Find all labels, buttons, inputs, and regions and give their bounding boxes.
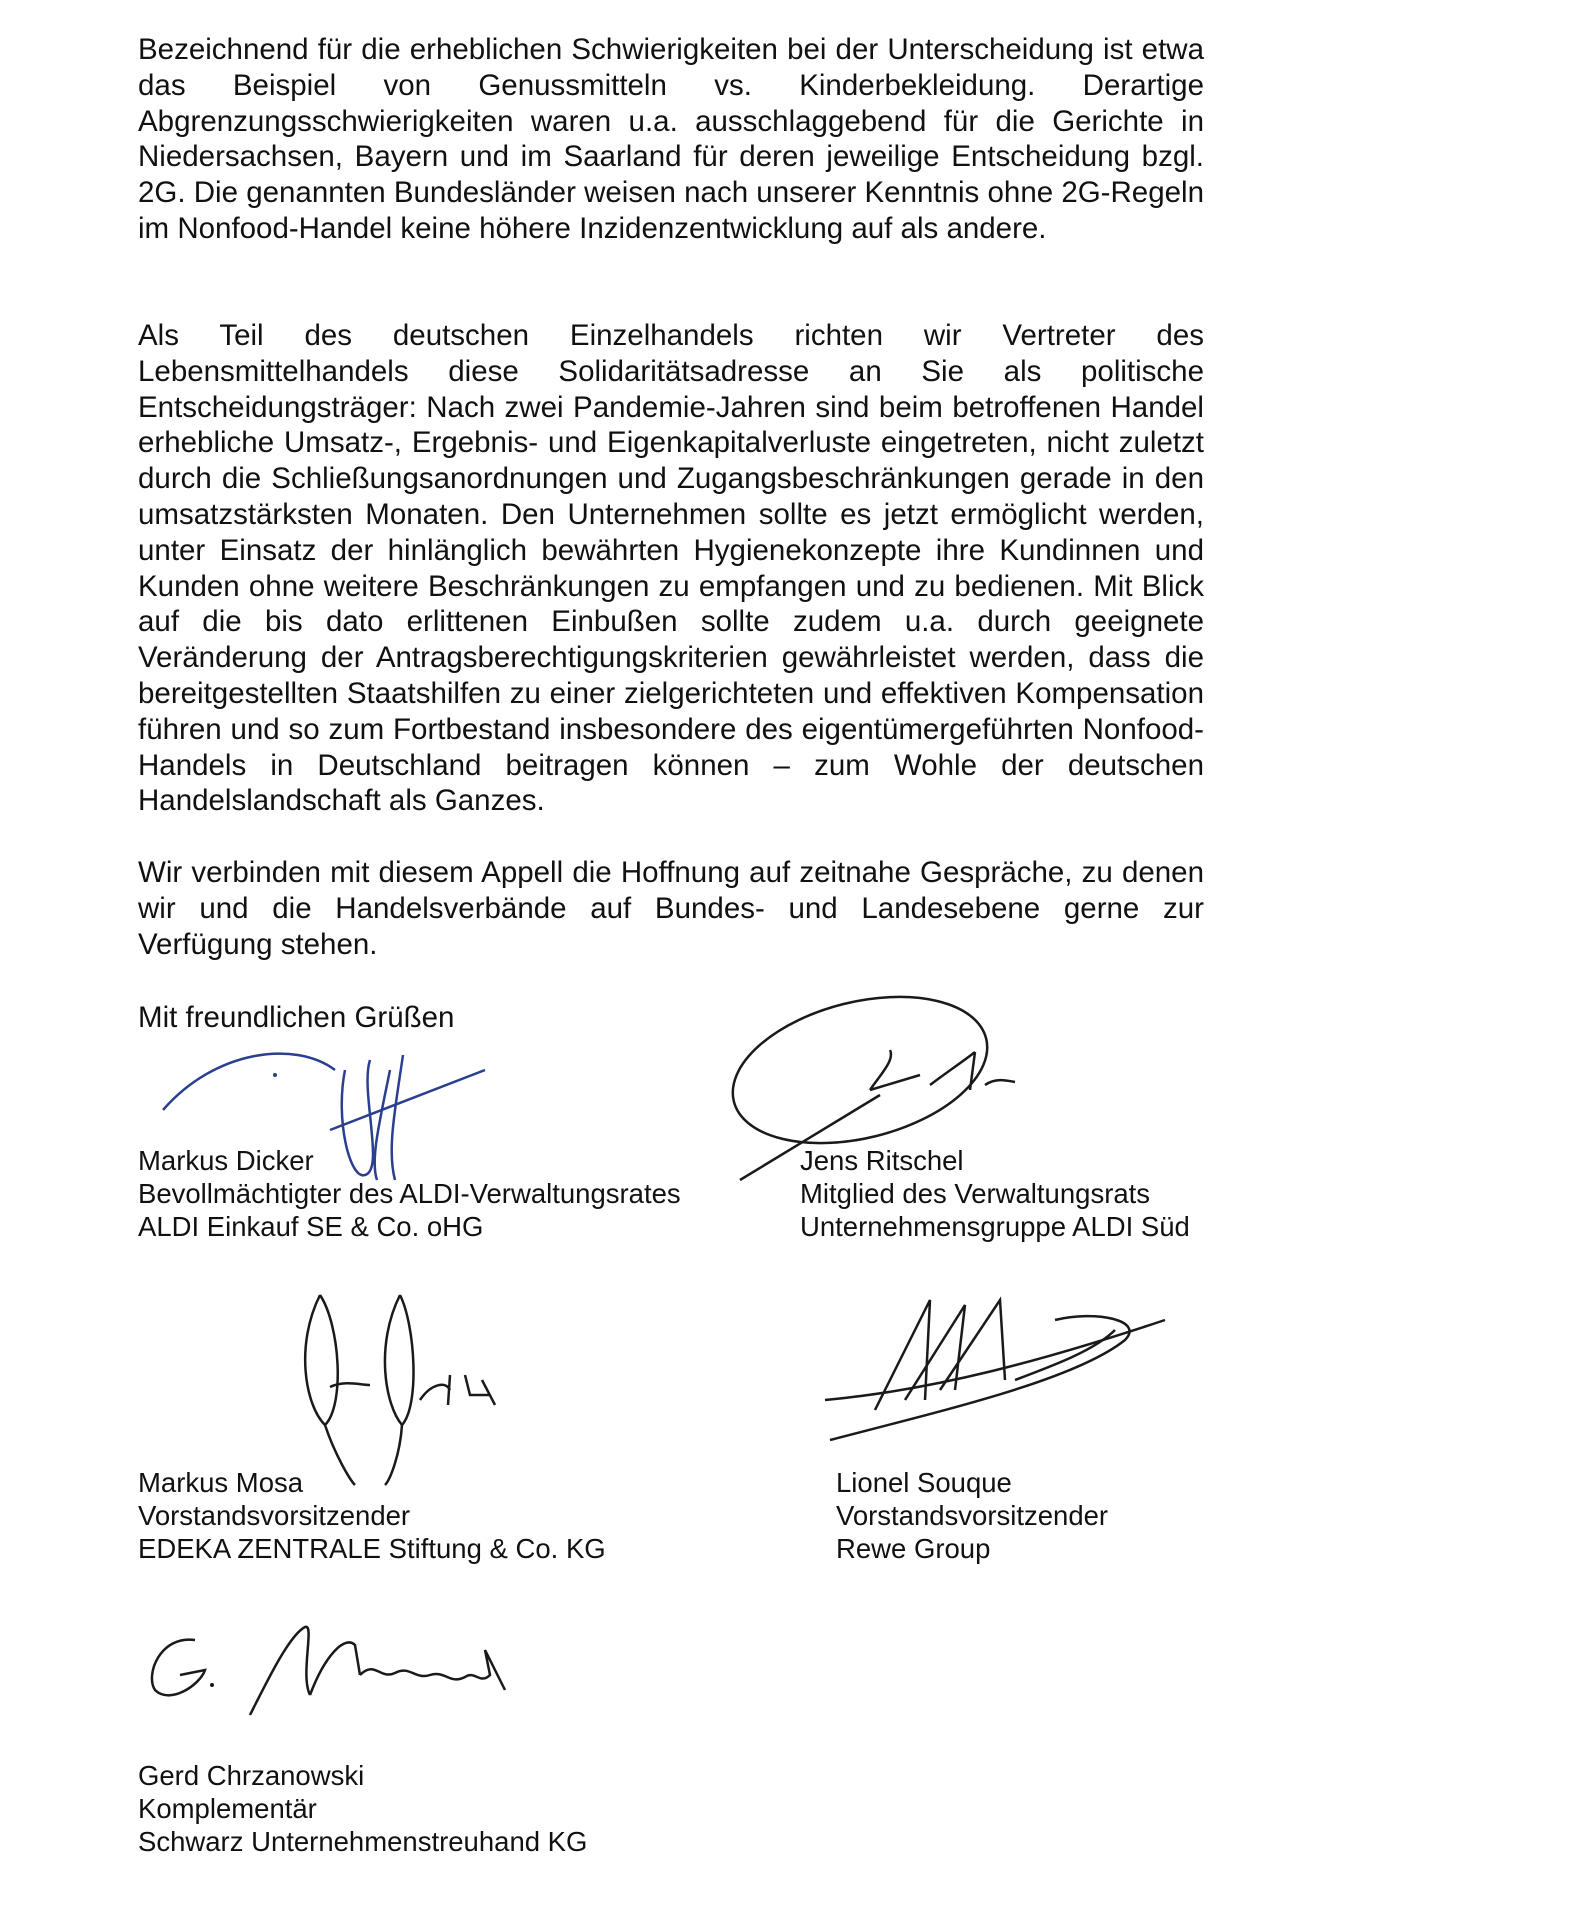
signature-lionel-souque <box>815 1280 1175 1450</box>
signatory-name: Markus Mosa <box>138 1467 304 1498</box>
paragraph-differentiation: Bezeichnend für die erheblichen Schwierigkeiten bei der Unterscheidung ist etwa das Beispiel von Genussmitteln vs. Kinderbekleidung. Derartige Abgrenzungsschwierigkeiten waren u.a. ausschlaggebend für die Gerichte in Niedersachsen, Bayern und im Saarland für deren jeweilige Entscheidung bzgl. 2G. Die genannten Bundesländer weisen nach unserer Kenntnis ohne 2G-Regeln im Nonfood-Handel keine höhere Inzidenzentwicklung auf als andere. <box>138 33 1204 245</box>
signature-gerd-chrzanowski <box>140 1615 520 1735</box>
signatory-block-souque <box>836 1466 1108 1565</box>
paragraph-appeal: Wir verbinden mit diesem Appell die Hoffnung auf zeitnahe Gespräche, zu denen wir und die Handelsverbände auf Bundes- und Landesebene gerne zur Verfügung stehen. <box>138 856 1204 961</box>
signatory-block-ritschel <box>800 1144 1190 1243</box>
signatory-title: Vorstandsvorsitzender <box>836 1500 1109 1531</box>
signatory-title: Komplementär <box>138 1793 317 1824</box>
signatory-name: Jens Ritschel <box>800 1145 964 1176</box>
signatory-block-dicker <box>138 1144 681 1243</box>
signatory-organization: Unternehmensgruppe ALDI Süd <box>800 1211 1190 1242</box>
signatory-organization: Schwarz Unternehmenstreuhand KG <box>138 1826 588 1857</box>
closing-greeting: Mit freundlichen Grüßen <box>138 1001 455 1034</box>
signature-markus-mosa <box>290 1285 510 1495</box>
signatory-organization: ALDI Einkauf SE & Co. oHG <box>138 1211 484 1242</box>
signatory-block-chrzanowski <box>138 1759 587 1858</box>
signatory-organization: EDEKA ZENTRALE Stiftung & Co. KG <box>138 1533 606 1564</box>
paragraph-solidarity-address: Als Teil des deutschen Einzelhandels richten wir Vertreter des Lebensmittelhandels diese Solidaritätsadresse an Sie als politische Entscheidungsträger: Nach zwei Pandemie-Jahren sind beim betroffenen Handel erhebliche Umsatz-, Ergebnis- und Eigenkapitalverluste eingetreten, nicht zuletzt durch die Schließungsanordnungen und Zugangsbeschränkungen gerade in den umsatzstärksten Monaten. Den Unternehmen sollte es jetzt ermöglicht werden, unter Einsatz der hinlänglich bewährten Hygienekonzepte ihre Kundinnen und Kunden ohne weitere Beschränkungen zu empfangen und zu bedienen. Mit Blick auf die bis dato erlittenen Einbußen sollte zudem u.a. durch geeignete Veränderung der Antragsberechtigungskriterien gewährleistet werden, dass die bereitgestellten Staatshilfen zu einer zielgerichteten und effektiven Kompensation führen und so zum Fortbestand insbesondere des eigentümergeführten Nonfood-Handels in Deutschland beitragen können – zum Wohle der deutschen Handelslandschaft als Ganzes. <box>138 319 1204 818</box>
signatory-title: Vorstandsvorsitzender <box>138 1500 411 1531</box>
signatory-title: Mitglied des Verwaltungsrats <box>800 1178 1151 1209</box>
signatory-block-mosa <box>138 1466 606 1565</box>
signatory-title: Bevollmächtigter des ALDI-Verwaltungsrates <box>138 1178 681 1209</box>
signatory-organization: Rewe Group <box>836 1533 991 1564</box>
signatory-name: Lionel Souque <box>836 1467 1012 1498</box>
signatory-name: Markus Dicker <box>138 1145 314 1176</box>
signatory-name: Gerd Chrzanowski <box>138 1760 365 1791</box>
